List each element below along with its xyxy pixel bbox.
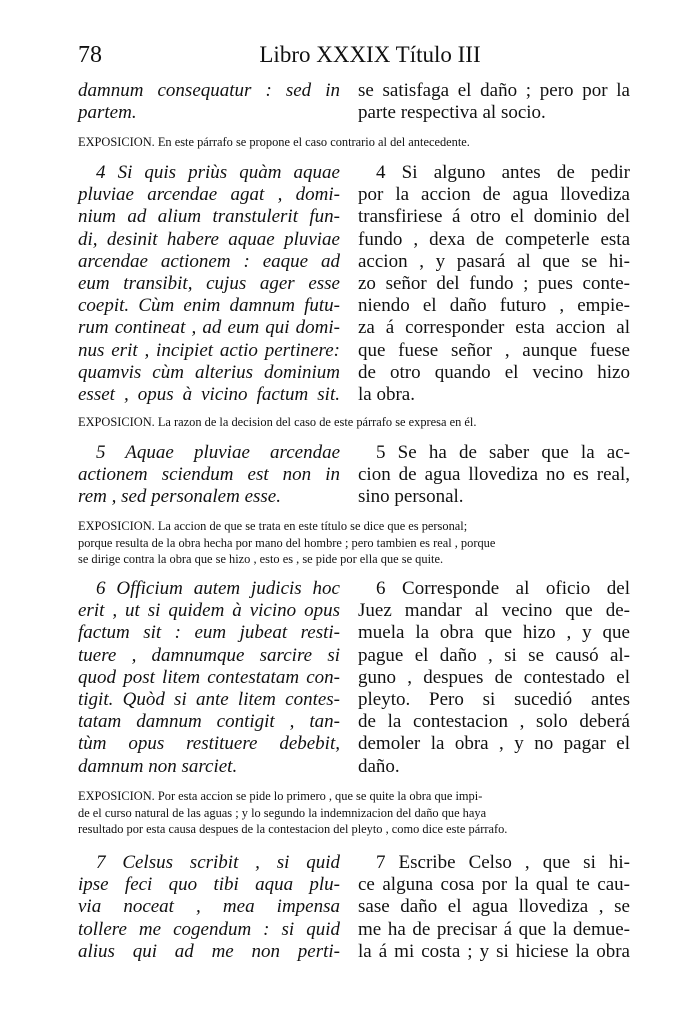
spanish-line: que fuese señor , aunque fuese (358, 339, 630, 361)
exposicion-line: de el curso natural de las aguas ; y lo segundo la indemnizacion del daño que haya (78, 805, 487, 820)
spanish-line: za á corresponder esta accion al (358, 317, 630, 339)
text-block-fragment (78, 80, 628, 128)
latin-column (78, 578, 340, 778)
latin-line: partem. (78, 102, 137, 124)
latin-line: factum sit : eum jubeat resti- (78, 622, 340, 644)
latin-line: actionem sciendum est non in (78, 464, 340, 486)
latin-column (78, 162, 340, 406)
exposicion-line: EXPOSICION. Por esta accion se pide lo primero , que se quite la obra que impi- (78, 789, 483, 803)
spanish-line: 7 Escribe Celso , que si hi- (376, 852, 630, 873)
latin-line: arcendae actionem : eaque ad (78, 250, 340, 272)
latin-line: nus erit , incipiet actio pertinere: (78, 339, 340, 361)
latin-line: eum transibit, cujus ager esse (78, 273, 340, 295)
latin-line: coepit. Cùm enim damnum futu- (78, 295, 340, 317)
spanish-line: se satisfaga el daño ; pero por la (358, 80, 630, 101)
spanish-line: me ha de precisar á que la demue- (358, 918, 630, 940)
latin-line: 5 Aquae pluviae arcendae (96, 442, 340, 463)
latin-line: tùm opus restituere debebit, (78, 733, 340, 755)
latin-line: tatam damnum contigit , tan- (78, 711, 340, 733)
latin-line: alius qui ad me non perti- (78, 940, 340, 962)
latin-line: tollere me cogendum : si quid (78, 918, 340, 940)
latin-line: rem , sed personalem esse. (78, 486, 281, 508)
page-header (78, 40, 618, 74)
spanish-line: guno , despues de contestado el (358, 666, 630, 688)
latin-line: via noceat , mea impensa (78, 896, 340, 918)
spanish-line: muela la obra que hizo , y que (358, 622, 630, 644)
latin-line: pluviae arcendae agat , domi- (78, 184, 340, 206)
paragraph-5 (78, 442, 628, 510)
latin-column (78, 80, 340, 124)
spanish-line: niendo el daño futuro , empie- (358, 295, 630, 317)
latin-line: 7 Celsus scribit , si quid (96, 852, 340, 873)
spanish-line: demoler la obra , y no pagar el (358, 733, 630, 755)
spanish-line: sase daño el agua llovediza , se (358, 896, 630, 918)
exposicion-note (78, 518, 618, 568)
latin-line: quod post litem contestatam con- (78, 666, 340, 688)
exposicion-line: resultado por esta causa despues de la contestacion del pleyto , como dice este párrafo. (78, 822, 508, 837)
latin-line: di, desinit habere aquae pluviae (78, 228, 340, 250)
spanish-line: pleyto. Pero si sucedió antes (358, 689, 630, 711)
latin-line: 6 Officium autem judicis hoc (96, 578, 340, 599)
latin-column (78, 852, 340, 963)
exposicion-line: EXPOSICION. En este párrafo se propone el caso contrario al del antecedente. (78, 135, 470, 149)
spanish-line: Juez mandar al vecino que de- (358, 600, 630, 622)
spanish-line: 5 Se ha de saber que la ac- (376, 442, 630, 463)
latin-line: rum contineat , ad eum qui domi- (78, 317, 340, 339)
spanish-line: zo señor del fundo ; pues conte- (358, 273, 630, 295)
spanish-column (358, 852, 630, 963)
spanish-line: sino personal. (358, 486, 464, 508)
latin-line: ipse feci quo tibi aqua plu- (78, 874, 340, 896)
running-title: Libro XXXIX Título III (259, 42, 481, 67)
spanish-line: accion , y pasará al que se hi- (358, 250, 630, 272)
latin-line: esset , opus à vicino factum sit. (78, 384, 340, 406)
latin-line: tuere , damnumque sarcire si (78, 644, 340, 666)
spanish-line: 6 Corresponde al oficio del (376, 578, 630, 599)
paragraph-7 (78, 852, 628, 966)
spanish-column (358, 442, 630, 509)
spanish-line: pague el daño , si se causó al- (358, 644, 630, 666)
spanish-line: por la accion de agua llovediza (358, 184, 630, 206)
spanish-line: de otro quando el vecino hizo (358, 361, 630, 383)
spanish-column (358, 80, 630, 124)
spanish-line: de la contestacion , solo deberá (358, 711, 630, 733)
latin-line: quamvis cùm alterius dominium (78, 361, 340, 383)
spanish-column (358, 162, 630, 406)
spanish-line: la á mi costa ; y si hiciese la obra (358, 940, 630, 962)
spanish-line: 4 Si alguno antes de pedir (376, 162, 630, 183)
latin-line: nium ad alium transtulerit fun- (78, 206, 340, 228)
exposicion-note (78, 414, 618, 431)
spanish-line: parte respectiva al socio. (358, 102, 546, 124)
paragraph-4 (78, 162, 628, 408)
exposicion-line: se dirige contra la obra que se hizo , esto es , se pide por ella que se quite. (78, 552, 444, 567)
exposicion-line: EXPOSICION. La razon de la decision del caso de este párrafo se expresa en él. (78, 415, 477, 429)
latin-line: damnum non sarciet. (78, 755, 238, 777)
page-number: 78 (78, 42, 102, 68)
exposicion-line: porque resulta de la obra hecha por mano del hombre ; pero tambien es real , porque (78, 535, 496, 550)
latin-line: 4 Si quis priùs quàm aquae (96, 162, 340, 183)
spanish-line: fundo , dexa de competerle esta (358, 228, 630, 250)
latin-line: tigit. Quòd si ante litem contes- (78, 689, 340, 711)
spanish-line: cion de agua llovediza no es real, (358, 464, 630, 486)
exposicion-note (78, 134, 618, 151)
spanish-line: daño. (358, 755, 400, 777)
spanish-column (358, 578, 630, 778)
latin-line: damnum consequatur : sed in (78, 80, 340, 101)
latin-column (78, 442, 340, 509)
spanish-line: ce alguna cosa por la qual te cau- (358, 874, 630, 896)
latin-line: erit , ut si quidem à vicino opus (78, 600, 340, 622)
paragraph-6 (78, 578, 628, 780)
exposicion-note (78, 788, 618, 838)
spanish-line: la obra. (358, 384, 415, 406)
spanish-line: transfiriese á otro el dominio del (358, 206, 630, 228)
exposicion-line: EXPOSICION. La accion de que se trata en este título se dice que es personal; (78, 519, 468, 533)
